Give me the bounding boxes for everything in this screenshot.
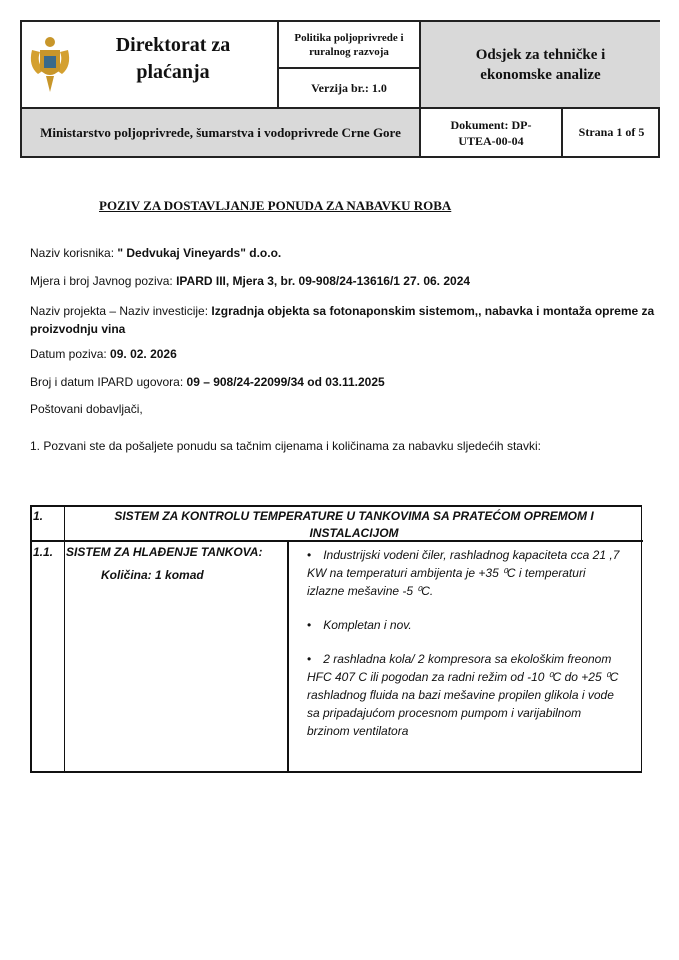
bullet-icon: • bbox=[307, 652, 312, 666]
field-contract bbox=[30, 375, 385, 389]
spec-item bbox=[307, 650, 623, 740]
item-name: SISTEM ZA HLAĐENJE TANKOVA: bbox=[66, 545, 263, 559]
document-header bbox=[20, 20, 660, 158]
field-value: IPARD III, Mjera 3, br. 09-908/24-13616/1 27. 06. 2024 bbox=[176, 274, 471, 288]
field-label: Mjera i broj Javnog poziva: bbox=[30, 274, 177, 288]
field-label: Datum poziva: bbox=[30, 347, 111, 361]
spec-text: Kompletan i nov. bbox=[323, 618, 412, 632]
bullet-icon: • bbox=[307, 618, 312, 632]
spec-text: Industrijski vodeni čiler, rashladnog kapaciteta cca 21 ,7 KW na temperaturi ambijenta je +35 ⁰C i temperaturi izlazne mešavine -5 ⁰C. bbox=[307, 548, 620, 598]
field-beneficiary bbox=[30, 246, 281, 260]
org-title: Direktorat za plaćanja bbox=[115, 34, 231, 83]
item-name-cell bbox=[65, 542, 289, 773]
greeting: Poštovani dobavljači, bbox=[30, 402, 143, 416]
department-cell: Odsjek za tehničke i ekonomske analize bbox=[420, 22, 660, 108]
field-value: 09 – 908/24-22099/34 od 03.11.2025 bbox=[186, 375, 385, 389]
field-date bbox=[30, 347, 177, 361]
field-label: Naziv projekta – Naziv investicije: bbox=[30, 304, 212, 318]
header-org-cell bbox=[22, 22, 278, 108]
field-label: Naziv korisnika: bbox=[30, 246, 118, 260]
spec-text: 2 rashladna kola/ 2 kompresora sa ekološkim freonom HFC 407 C ili pogodan za radni režim od -10 ⁰C do +25 ⁰C rashladnog fluida na bazi mešavine propilen glikola i vode sa pripadajućom procesnom pumpom i varijabilnom brzinom ventilatora bbox=[307, 652, 619, 738]
field-value: 09. 02. 2026 bbox=[110, 347, 177, 361]
items-table bbox=[30, 505, 642, 773]
item-number: 1.1. bbox=[32, 542, 65, 773]
version-cell: Verzija br.: 1.0 bbox=[278, 68, 420, 108]
field-label: Broj i datum IPARD ugovora: bbox=[30, 375, 187, 389]
ministry-cell: Ministarstvo poljoprivrede, šumarstva i vodoprivrede Crne Gore bbox=[22, 108, 420, 156]
item-specs bbox=[289, 542, 643, 773]
spec-item bbox=[307, 546, 623, 600]
page-number-cell: Strana 1 of 5 bbox=[562, 108, 660, 156]
field-value: Izgradnja objekta sa fotonaponskim sistemom,, nabavka i montaža opreme za proizvodnju vina bbox=[30, 304, 655, 336]
page-title: POZIV ZA DOSTAVLJANJE PONUDA ZA NABAVKU ROBA bbox=[99, 198, 452, 213]
field-project bbox=[30, 302, 655, 338]
intro-text: 1. Pozvani ste da pošaljete ponudu sa tačnim cijenama i količinama za nabavku sljedećih stavki: bbox=[30, 439, 541, 453]
section-number: 1. bbox=[32, 507, 65, 542]
coat-of-arms-icon bbox=[28, 36, 72, 94]
item-quantity: Količina: 1 komad bbox=[101, 568, 204, 582]
policy-cell: Politika poljoprivrede i ruralnog razvoja bbox=[278, 22, 420, 68]
bullet-icon: • bbox=[307, 548, 312, 562]
document-id-cell: Dokument: DP-UTEA-00-04 bbox=[420, 108, 562, 156]
field-value: " Dedvukaj Vineyards" d.o.o. bbox=[117, 246, 282, 260]
spec-item bbox=[307, 616, 623, 634]
field-call bbox=[30, 274, 470, 288]
section-title: SISTEM ZA KONTROLU TEMPERATURE U TANKOVIMA SA PRATEĆOM OPREMOM I INSTALACIJOM bbox=[65, 507, 643, 542]
